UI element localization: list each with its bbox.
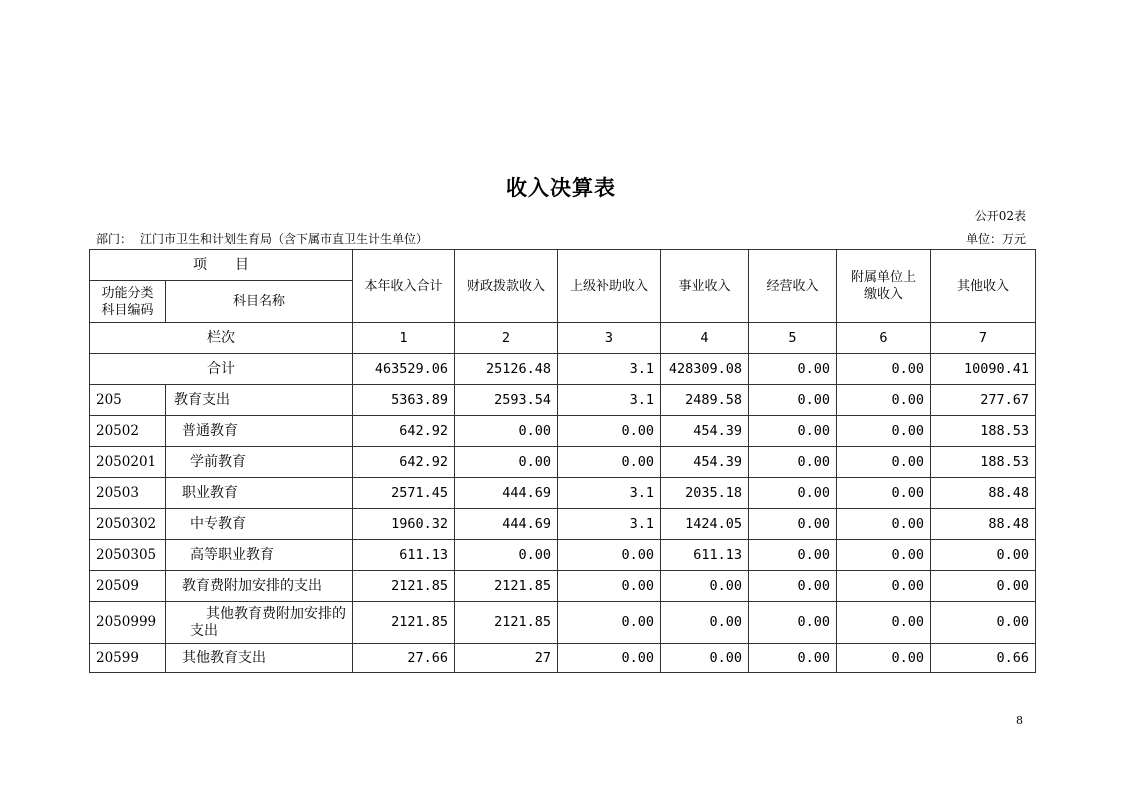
column-number: 2 — [455, 323, 558, 354]
subject-name: 高等职业教育 — [166, 540, 353, 571]
total-row — [90, 354, 1036, 385]
value-cell: 188.53 — [931, 447, 1036, 478]
subject-name: 其他教育支出 — [166, 644, 353, 673]
total-cell: 25126.48 — [455, 354, 558, 385]
col-header-operation: 经营收入 — [749, 250, 837, 323]
value-cell: 27 — [455, 644, 558, 673]
value-cell: 0.00 — [455, 416, 558, 447]
value-cell: 2489.58 — [661, 385, 749, 416]
value-cell: 0.00 — [749, 644, 837, 673]
table-row — [90, 478, 1036, 509]
value-cell: 0.00 — [837, 571, 931, 602]
value-cell: 0.00 — [558, 644, 661, 673]
value-cell: 444.69 — [455, 478, 558, 509]
value-cell: 2593.54 — [455, 385, 558, 416]
total-label: 合计 — [90, 354, 353, 385]
value-cell: 0.00 — [749, 509, 837, 540]
subject-code: 20599 — [90, 644, 166, 673]
value-cell: 0.00 — [931, 571, 1036, 602]
value-cell: 3.1 — [558, 509, 661, 540]
value-cell: 3.1 — [558, 385, 661, 416]
subject-code: 205 — [90, 385, 166, 416]
value-cell: 0.00 — [837, 478, 931, 509]
col-header-total: 本年收入合计 — [353, 250, 455, 323]
value-cell: 27.66 — [353, 644, 455, 673]
value-cell: 0.00 — [837, 416, 931, 447]
value-cell: 88.48 — [931, 509, 1036, 540]
col-header-fiscal: 财政拨款收入 — [455, 250, 558, 323]
value-cell: 2121.85 — [353, 602, 455, 644]
income-table — [89, 249, 1036, 673]
value-cell: 454.39 — [661, 447, 749, 478]
total-cell: 3.1 — [558, 354, 661, 385]
column-number: 4 — [661, 323, 749, 354]
value-cell: 0.00 — [558, 416, 661, 447]
subject-name: 教育费附加安排的支出 — [166, 571, 353, 602]
value-cell: 5363.89 — [353, 385, 455, 416]
subject-name: 普通教育 — [166, 416, 353, 447]
value-cell: 0.00 — [931, 602, 1036, 644]
value-cell: 2035.18 — [661, 478, 749, 509]
value-cell: 2121.85 — [353, 571, 455, 602]
page-title: 收入决算表 — [506, 175, 616, 200]
table-row — [90, 385, 1036, 416]
subject-code: 2050302 — [90, 509, 166, 540]
table-row — [90, 540, 1036, 571]
value-cell: 1424.05 — [661, 509, 749, 540]
func-code-header-line1: 功能分类 — [101, 285, 154, 301]
value-cell: 611.13 — [661, 540, 749, 571]
value-cell: 0.00 — [661, 644, 749, 673]
col-header-superior-subsidy: 上级补助收入 — [558, 250, 661, 323]
col-header-other: 其他收入 — [931, 250, 1036, 323]
subject-code: 20503 — [90, 478, 166, 509]
subject-code: 2050999 — [90, 602, 166, 644]
subject-name: 学前教育 — [166, 447, 353, 478]
subject-code: 2050305 — [90, 540, 166, 571]
value-cell: 0.00 — [837, 509, 931, 540]
func-code-header — [90, 281, 166, 323]
column-number-row — [90, 323, 1036, 354]
value-cell: 0.00 — [837, 385, 931, 416]
value-cell: 0.00 — [837, 602, 931, 644]
value-cell: 0.00 — [837, 540, 931, 571]
value-cell: 0.00 — [455, 540, 558, 571]
table-row — [90, 416, 1036, 447]
value-cell: 454.39 — [661, 416, 749, 447]
value-cell: 444.69 — [455, 509, 558, 540]
value-cell: 0.00 — [558, 540, 661, 571]
project-header: 项 目 — [90, 250, 353, 281]
value-cell: 0.00 — [661, 602, 749, 644]
value-cell: 0.00 — [749, 478, 837, 509]
value-cell: 0.00 — [837, 447, 931, 478]
value-cell: 642.92 — [353, 447, 455, 478]
column-number: 1 — [353, 323, 455, 354]
department-line — [96, 230, 428, 247]
func-code-header-line2: 科目编码 — [101, 302, 154, 318]
subject-code: 20509 — [90, 571, 166, 602]
value-cell: 0.00 — [837, 644, 931, 673]
table-row — [90, 447, 1036, 478]
unit-label: 单位：万元 — [965, 232, 1026, 246]
department-value: 江门市卫生和计划生育局（含下属市直卫生计生单位） — [140, 232, 429, 246]
value-cell: 0.00 — [749, 447, 837, 478]
value-cell: 0.00 — [749, 385, 837, 416]
value-cell: 0.00 — [749, 571, 837, 602]
value-cell: 3.1 — [558, 478, 661, 509]
col-header-business: 事业收入 — [661, 250, 749, 323]
column-number: 3 — [558, 323, 661, 354]
page-number: 8 — [1016, 714, 1023, 727]
value-cell: 0.00 — [558, 571, 661, 602]
value-cell: 188.53 — [931, 416, 1036, 447]
total-cell: 0.00 — [837, 354, 931, 385]
total-cell: 0.00 — [749, 354, 837, 385]
column-number: 7 — [931, 323, 1036, 354]
subject-code: 2050201 — [90, 447, 166, 478]
value-cell: 0.00 — [931, 540, 1036, 571]
column-number-label: 栏次 — [90, 323, 353, 354]
subject-name-header: 科目名称 — [166, 281, 353, 323]
total-cell: 428309.08 — [661, 354, 749, 385]
column-number: 5 — [749, 323, 837, 354]
total-cell: 10090.41 — [931, 354, 1036, 385]
table-row — [90, 644, 1036, 673]
column-number: 6 — [837, 323, 931, 354]
value-cell: 1960.32 — [353, 509, 455, 540]
value-cell: 0.00 — [749, 602, 837, 644]
value-cell: 277.67 — [931, 385, 1036, 416]
header-row-1 — [90, 250, 1036, 281]
value-cell: 642.92 — [353, 416, 455, 447]
subject-name: 职业教育 — [166, 478, 353, 509]
total-cell: 463529.06 — [353, 354, 455, 385]
value-cell: 2121.85 — [455, 602, 558, 644]
col-header-affiliated-line1: 附属单位上 — [850, 270, 916, 285]
value-cell: 0.00 — [455, 447, 558, 478]
value-cell: 0.00 — [558, 447, 661, 478]
subject-name: 中专教育 — [166, 509, 353, 540]
value-cell: 2121.85 — [455, 571, 558, 602]
subject-name: 教育支出 — [166, 385, 353, 416]
value-cell: 0.66 — [931, 644, 1036, 673]
value-cell: 0.00 — [749, 416, 837, 447]
table-row — [90, 509, 1036, 540]
col-header-affiliated-line2: 缴收入 — [863, 287, 903, 302]
table-row — [90, 602, 1036, 644]
department-label: 部门： — [96, 232, 133, 246]
form-number: 公开02表 — [974, 209, 1026, 223]
subject-name: 其他教育费附加安排的支出 — [166, 602, 353, 644]
value-cell: 0.00 — [661, 571, 749, 602]
value-cell: 611.13 — [353, 540, 455, 571]
value-cell: 0.00 — [749, 540, 837, 571]
col-header-affiliated — [837, 250, 931, 323]
value-cell: 0.00 — [558, 602, 661, 644]
subject-code: 20502 — [90, 416, 166, 447]
value-cell: 88.48 — [931, 478, 1036, 509]
table-row — [90, 571, 1036, 602]
value-cell: 2571.45 — [353, 478, 455, 509]
